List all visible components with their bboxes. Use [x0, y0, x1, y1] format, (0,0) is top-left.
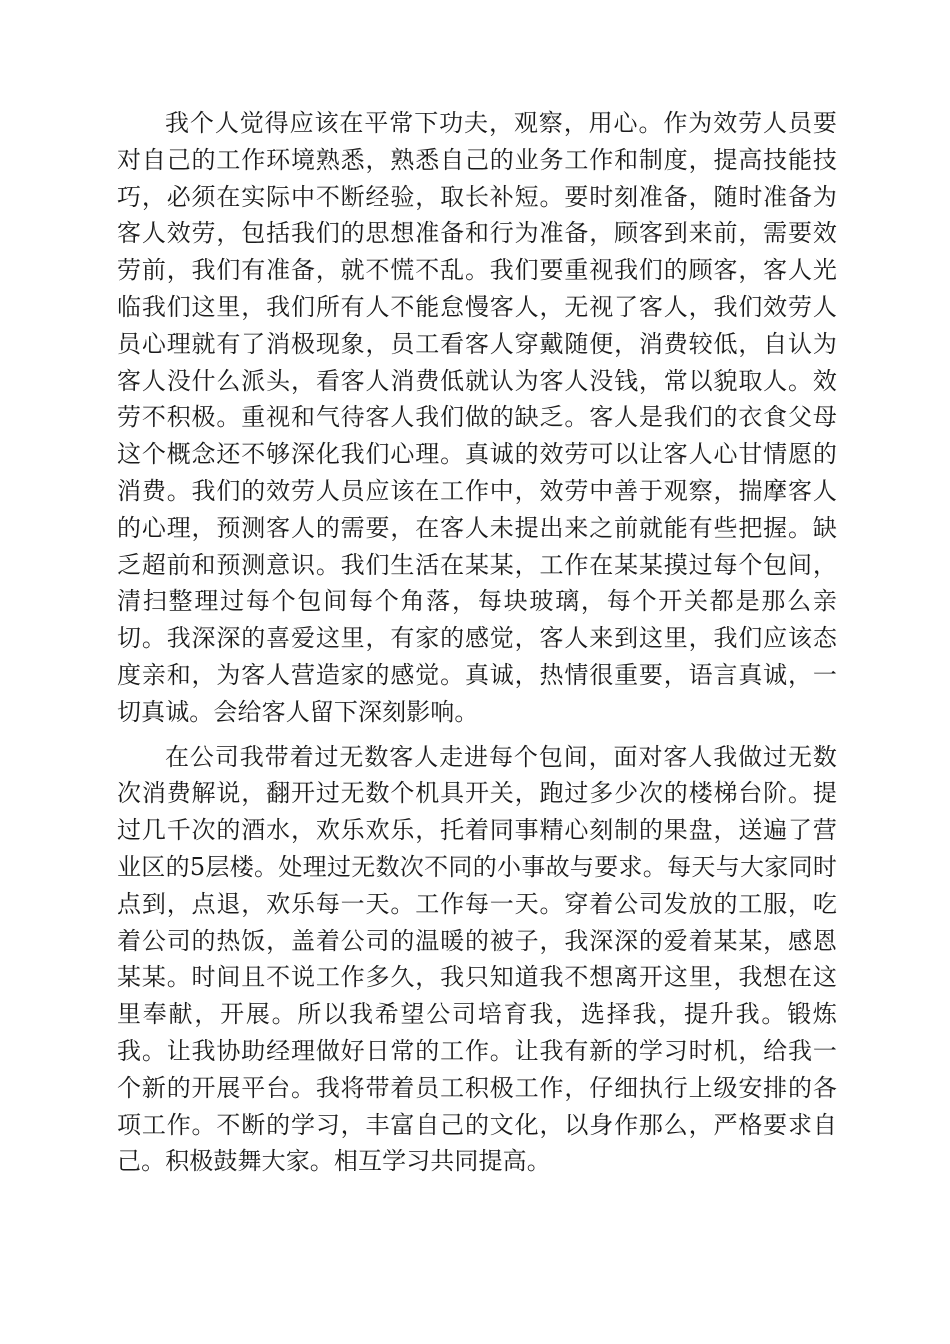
paragraph-2: 在公司我带着过无数客人走进每个包间，面对客人我做过无数次消费解说，翻开过无数个机具开关，跑过多少次的楼梯台阶。提过几千次的酒水，欢乐欢乐，托着同事精心刻制的果盘，送遍了营业区的5层楼。处理过无数次不同的小事故与要求。每天与大家同时点到，点退，欢乐每一天。工作每一天。穿着公司发放的工服，吃着公司的热饭，盖着公司的温暖的被子，我深深的爱着某某，感恩某某。时间且不说工作多久，我只知道我不想离开这里，我想在这里奉献，开展。所以我希望公司培育我，选择我，提升我。锻炼我。让我协助经理做好日常的工作。让我有新的学习时机，给我一个新的开展平台。我将带着员工积极工作，仔细执行上级安排的各项工作。不断的学习，丰富自己的文化，以身作那么，严格要求自己。积极鼓舞大家。相互学习共同提高。 [117, 742, 837, 1176]
document-page [117, 105, 837, 1180]
paragraph-1: 我个人觉得应该在平常下功夫，观察，用心。作为效劳人员要对自己的工作环境熟悉，熟悉自己的业务工作和制度，提高技能技巧，必须在实际中不断经验，取长补短。要时刻准备，随时准备为客人效劳，包括我们的思想准备和行为准备，顾客到来前，需要效劳前，我们有准备，就不慌不乱。我们要重视我们的顾客，客人光临我们这里，我们所有人不能怠慢客人，无视了客人，我们效劳人员心理就有了消极现象，员工看客人穿戴随便，消费较低，自认为客人没什么派头，看客人消费低就认为客人没钱，常以貌取人。效劳不积极。重视和气待客人我们做的缺乏。客人是我们的衣食父母这个概念还不够深化我们心理。真诚的效劳可以让客人心甘情愿的消费。我们的效劳人员应该在工作中，效劳中善于观察，揣摩客人的心理，预测客人的需要，在客人未提出来之前就能有些把握。缺乏超前和预测意识。我们生活在某某，工作在某某摸过每个包间，清扫整理过每个包间每个角落，每块玻璃，每个开关都是那么亲切。我深深的喜爱这里，有家的感觉，客人来到这里，我们应该态度亲和，为客人营造家的感觉。真诚，热情很重要，语言真诚，一切真诚。会给客人留下深刻影响。 [117, 109, 837, 726]
